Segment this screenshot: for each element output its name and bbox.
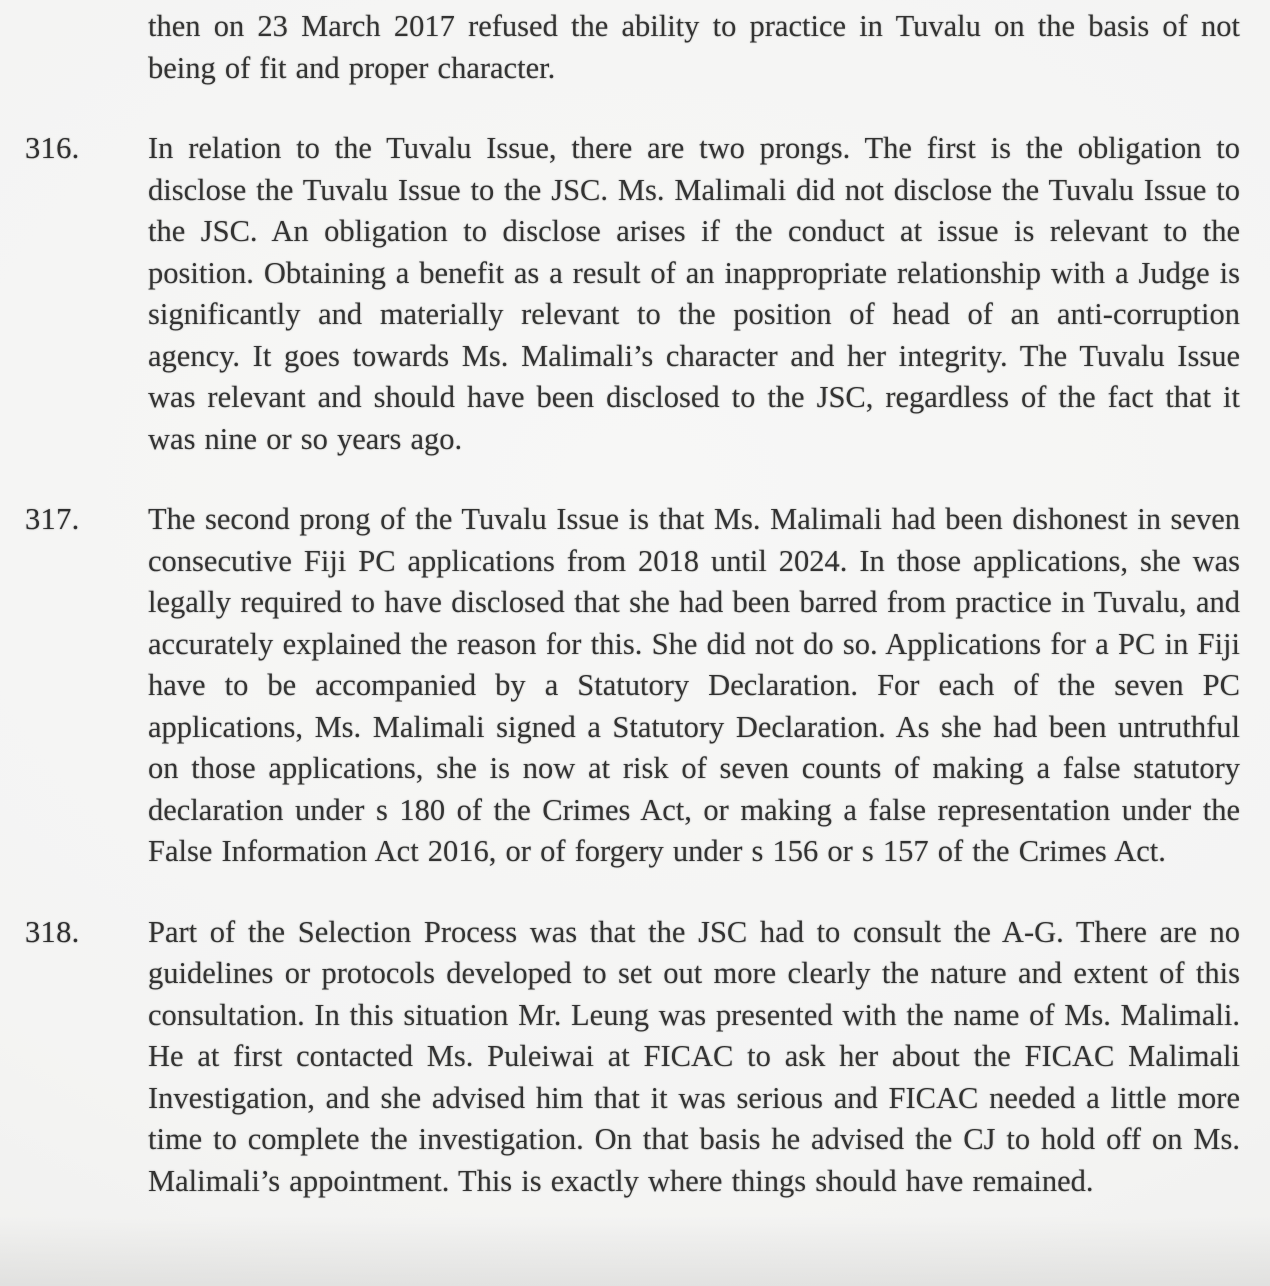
- paragraph-317-number: 317.: [25, 502, 80, 536]
- paragraph-318-number: 318.: [25, 914, 80, 949]
- paragraph-316-text: In relation to the Tuvalu Issue, there are two prongs. The first is the obligation to disclose the Tuvalu Issue to the JSC. Ms. Malimali did not disclose the Tuvalu Issue to the JSC. An obligation to disclose arises if the conduct at issue is relevant to the position. Obtaining a benefit as a result of an inappropriate relationship with a Judge is significantly and materially relevant to the position of head of an anti-corruption agency. It goes towards Ms. Malimali’s character and her integrity. The Tuvalu Issue was relevant and should have been disclosed to the JSC, regardless of the fact that it was nine or so years ago.: [148, 131, 1240, 456]
- paragraph-316: [25, 128, 1240, 460]
- paragraph-316-number: 316.: [25, 131, 80, 165]
- paragraph-317: [25, 499, 1240, 873]
- paragraph-318-text: Part of the Selection Process was that the JSC had to consult the A-G. There are no guidelines or protocols developed to set out more clearly the nature and extent of this consultation. In this situation Mr. Leung was presented with the name of Ms. Malimali. He at first contacted Ms. Puleiwai at FICAC to ask her about the FICAC Malimali Investigation, and she advised him that it was serious and FICAC needed a little more time to complete the investigation. On that basis he advised the CJ to hold off on Ms. Malimali’s appointment. This is exactly where things should have remained.: [148, 914, 1240, 1198]
- paragraph-318: [25, 912, 1240, 1203]
- paragraph-317-text: The second prong of the Tuvalu Issue is that Ms. Malimali had been dishonest in seven consecutive Fiji PC applications from 2018 until 2024. In those applications, she was legally required to have disclosed that she had been barred from practice in Tuvalu, and accurately explained the reason for this. She did not do so. Applications for a PC in Fiji have to be accompanied by a Statutory Declaration. For each of the seven PC applications, Ms. Malimali signed a Statutory Declaration. As she had been untruthful on those applications, she is now at risk of seven counts of making a false statutory declaration under s 180 of the Crimes Act, or making a false representation under the False Information Act 2016, or of forgery under s 156 or s 157 of the Crimes Act.: [148, 502, 1240, 868]
- paragraph-continuation: [25, 6, 1240, 89]
- paragraph-continuation-text: then on 23 March 2017 refused the ability to practice in Tuvalu on the basis of not being of fit and proper character.: [148, 9, 1240, 85]
